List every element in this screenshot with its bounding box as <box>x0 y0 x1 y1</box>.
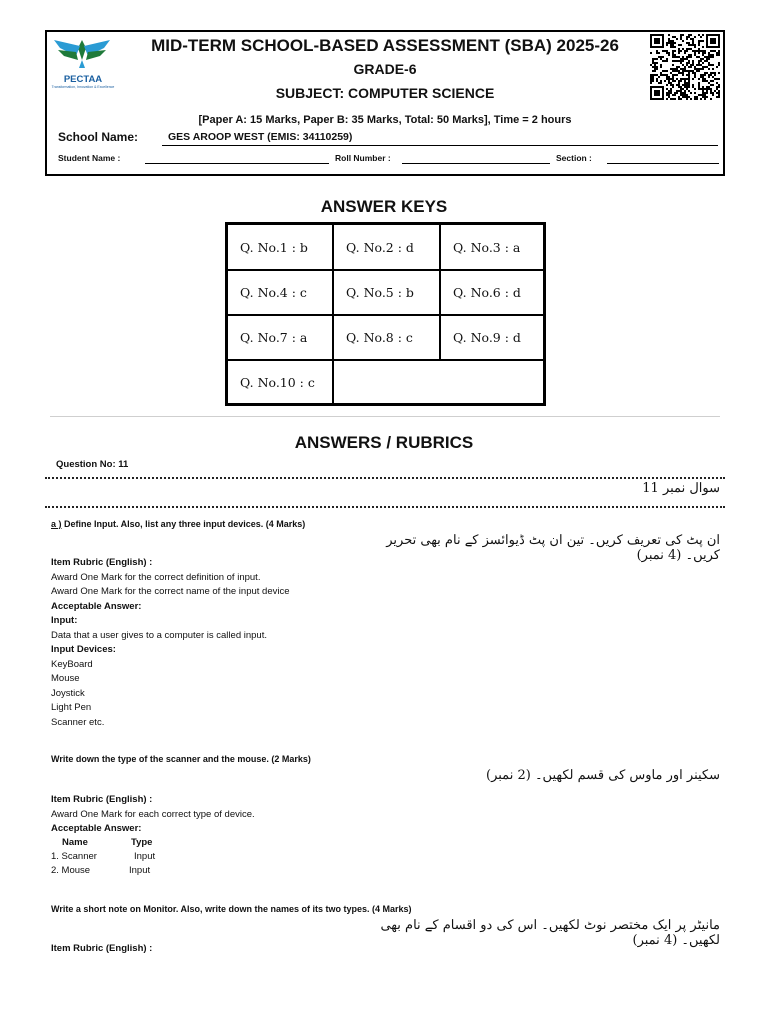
acceptable-answer-heading: Acceptable Answer: <box>51 823 142 834</box>
table-header-name: Name <box>62 837 88 848</box>
part-a-answer <box>51 556 290 730</box>
table-row-name: 1. Scanner <box>51 851 97 862</box>
rubric-line: Award One Mark for each correct type of device. <box>51 808 255 820</box>
input-device-item: Joystick <box>51 687 85 699</box>
input-device-item: Mouse <box>51 673 80 684</box>
section-label: Section : <box>556 153 592 163</box>
answer-key-cell: Q. No.4 : c <box>227 270 333 315</box>
roll-number-label: Roll Number : <box>335 153 391 163</box>
part-a-label: a ) <box>51 519 62 529</box>
answer-key-cell-empty <box>333 360 544 404</box>
urdu-question-number: سوال نمبر 11 <box>642 481 720 496</box>
answer-key-cell: Q. No.8 : c <box>333 315 440 360</box>
answer-key-cell: Q. No.1 : b <box>227 224 333 270</box>
rubric-heading: Item Rubric (English) : <box>51 794 153 805</box>
rubric-heading: Item Rubric (English) : <box>51 557 153 568</box>
input-heading: Input: <box>51 615 78 626</box>
qr-code <box>650 34 720 100</box>
student-name-label: Student Name : <box>58 153 121 163</box>
answer-key-cell: Q. No.2 : d <box>333 224 440 270</box>
part-b-answer <box>51 793 255 837</box>
answer-key-cell: Q. No.6 : d <box>440 270 544 315</box>
school-name-label: School Name: <box>58 130 139 144</box>
answer-key-cell: Q. No.3 : a <box>440 224 544 270</box>
part-a-question-text: Define Input. Also, list any three input devices. (4 Marks) <box>61 519 306 529</box>
rubric-line: Award One Mark for the correct definition of input. <box>51 571 261 583</box>
acceptable-answer-heading: Acceptable Answer: <box>51 600 142 612</box>
school-name-line <box>162 145 718 146</box>
dotted-divider <box>45 477 725 479</box>
answer-key-cell: Q. No.5 : b <box>333 270 440 315</box>
section-line[interactable] <box>607 163 719 164</box>
rubrics-title: ANSWERS / RUBRICS <box>294 433 474 452</box>
section-divider <box>50 416 720 417</box>
table-row-name: 2. Mouse <box>51 865 91 876</box>
rubric-heading: Item Rubric (English) : <box>51 943 153 954</box>
input-definition: Data that a user gives to a computer is called input. <box>51 629 267 641</box>
input-device-item: KeyBoard <box>51 658 93 670</box>
student-name-line[interactable] <box>145 163 329 164</box>
answer-keys-title: ANSWER KEYS <box>320 197 448 216</box>
grade-label: GRADE-6 <box>353 61 417 77</box>
school-name-value: GES AROOP WEST (EMIS: 34110259) <box>168 131 353 143</box>
dotted-divider <box>45 506 725 508</box>
part-a-urdu: ان پٹ کی تعریف کریں۔ تین ان پٹ ڈیوائسز کے نام بھی تحریر کریں۔ (4 نمبر) <box>386 533 720 563</box>
qr-code-icon <box>650 34 720 100</box>
table-header-type: Type <box>131 837 153 848</box>
answer-key-cell: Q. No.10 : c <box>227 360 333 404</box>
part-c-urdu: مانیٹر پر ایک مختصر نوٹ لکھیں۔ اس کی دو اقسام کے نام بھی لکھیں۔ (4 نمبر) <box>380 918 720 948</box>
answer-key-cell: Q. No.9 : d <box>440 315 544 360</box>
paper-info: [Paper A: 15 Marks, Paper B: 35 Marks, Total: 50 Marks], Time = 2 hours <box>198 114 572 126</box>
answer-key-cell: Q. No.7 : a <box>227 315 333 360</box>
part-b-question: Write down the type of the scanner and the mouse. (2 Marks) <box>51 754 311 764</box>
table-row-type: Input <box>134 851 156 862</box>
logo-tagline: Transformation, Innovation & Excellence <box>51 85 115 89</box>
input-device-item: Light Pen <box>51 702 92 713</box>
part-c-question: Write a short note on Monitor. Also, write down the names of its two types. (4 Marks) <box>51 904 412 914</box>
table-row-type: Input <box>129 865 151 876</box>
question-number: Question No: 11 <box>56 459 129 470</box>
part-b-urdu: سکینر اور ماوس کی قسم لکھیں۔ (2 نمبر) <box>486 768 720 783</box>
part-a-question <box>51 519 305 529</box>
roll-number-line[interactable] <box>402 163 550 164</box>
subject-label: SUBJECT: COMPUTER SCIENCE <box>275 85 495 101</box>
answer-keys-table <box>225 222 546 406</box>
rubric-line: Award One Mark for the correct name of the input device <box>51 586 290 597</box>
input-devices-heading: Input Devices: <box>51 644 116 655</box>
exam-title: MID-TERM SCHOOL-BASED ASSESSMENT (SBA) 2025-26 <box>151 36 619 55</box>
input-device-item: Scanner etc. <box>51 716 105 728</box>
logo-text: PECTAA <box>63 74 103 85</box>
